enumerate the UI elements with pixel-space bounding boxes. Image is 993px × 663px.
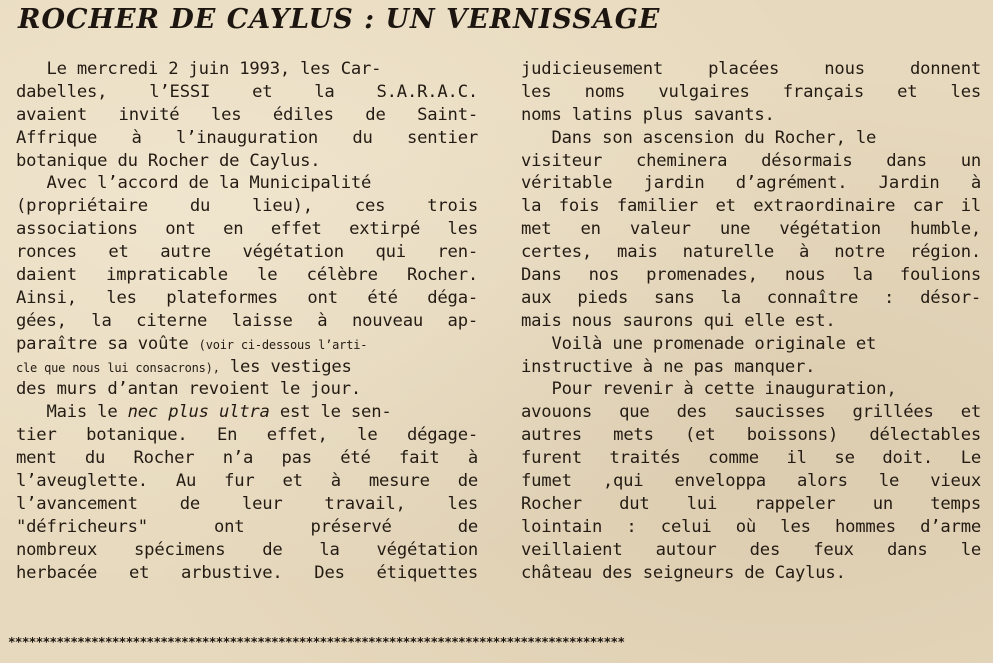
- text-line: noms latins plus savants.: [521, 104, 775, 125]
- text-line: visiteur cheminera désormais dans un: [521, 150, 981, 171]
- article-headline: ROCHER DE CAYLUS : UN VERNISSAGE: [18, 4, 661, 35]
- text-line: Affrique à l’inauguration du sentier: [16, 127, 478, 148]
- text-line: daient impraticable le célèbre Rocher.: [16, 265, 478, 286]
- text-line: dabelles, l’ESSI et la S.A.R.A.C.: [16, 81, 478, 102]
- text-fragment: les vestiges: [229, 356, 352, 377]
- text-line: instructive à ne pas manquer.: [521, 356, 816, 377]
- text-line: gées, la citerne laisse à nouveau ap-: [16, 310, 478, 331]
- text-line: des murs d’antan revoient le jour.: [16, 379, 362, 400]
- text-fragment: paraître sa voûte: [16, 333, 189, 354]
- text-line: Dans nos promenades, nous la foulions: [521, 265, 981, 286]
- asterisk-separator: *****************************************************************************************: [8, 634, 625, 649]
- text-line: avouons que des saucisses grillées et: [521, 402, 981, 423]
- text-fragment: est le sen-: [269, 402, 392, 423]
- text-line: aux pieds sans la connaître : désor-: [521, 287, 981, 308]
- text-line: judicieusement placées nous donnent: [521, 59, 981, 79]
- text-line: l’avancement de leur travail, les: [16, 493, 478, 514]
- text-line: (propriétaire du lieu), ces trois: [16, 196, 478, 217]
- text-line: avaient invité les édiles de Saint-: [16, 104, 478, 125]
- small-print-fragment: (voir ci-dessous l’arti-: [198, 337, 368, 352]
- text-line: associations ont en effet extirpé les: [16, 219, 478, 240]
- text-line: furent traités comme il se doit. Le: [521, 448, 981, 469]
- text-line: veillaient autour des feux dans le: [521, 539, 981, 560]
- text-line: château des seigneurs de Caylus.: [521, 562, 846, 583]
- text-line: tier botanique. En effet, le dégage-: [16, 425, 478, 446]
- text-line: nombreux spécimens de la végétation: [16, 539, 478, 560]
- text-line: ronces et autre végétation qui ren-: [16, 242, 478, 263]
- article-right-column: [521, 58, 981, 584]
- text-line: Rocher dut lui rappeler un temps: [521, 493, 981, 514]
- text-line: certes, mais naturelle à notre région.: [521, 242, 981, 263]
- text-line: Voilà une promenade originale et: [521, 333, 877, 354]
- text-line: véritable jardin d’agrément. Jardin à: [521, 173, 981, 194]
- italic-phrase: nec plus ultra: [127, 402, 270, 423]
- text-line: la fois familier et extraordinaire car il: [521, 196, 981, 217]
- text-line: autres mets (et boissons) délectables: [521, 425, 981, 446]
- text-line: [16, 356, 478, 379]
- text-line: fumet ,qui enveloppa alors le vieux: [521, 471, 981, 492]
- text-line: Dans son ascension du Rocher, le: [521, 127, 877, 148]
- text-line: "défricheurs" ont préservé de: [16, 516, 478, 537]
- text-line: l’aveuglette. Au fur et à mesure de: [16, 471, 478, 492]
- text-fragment: Mais le: [16, 402, 128, 423]
- text-line: Pour revenir à cette inauguration,: [521, 379, 897, 400]
- text-line: les noms vulgaires français et les: [521, 81, 981, 102]
- text-line: Ainsi, les plateformes ont été déga-: [16, 287, 478, 308]
- text-line: [16, 401, 478, 424]
- text-line: met en valeur une végétation humble,: [521, 219, 981, 240]
- text-line: Avec l’accord de la Municipalité: [16, 173, 372, 194]
- text-line: mais nous saurons qui elle est.: [521, 310, 836, 331]
- text-line: herbacée et arbustive. Des étiquettes: [16, 562, 478, 583]
- text-line: ment du Rocher n’a pas été fait à: [16, 448, 478, 469]
- article-left-column: [16, 58, 478, 584]
- text-line: Le mercredi 2 juin 1993, les Car-: [16, 59, 382, 79]
- text-line: lointain : celui où les hommes d’arme: [521, 516, 981, 537]
- text-line: [16, 333, 478, 356]
- small-print-fragment: cle que nous lui consacrons),: [16, 360, 220, 375]
- text-line: botanique du Rocher de Caylus.: [16, 150, 321, 171]
